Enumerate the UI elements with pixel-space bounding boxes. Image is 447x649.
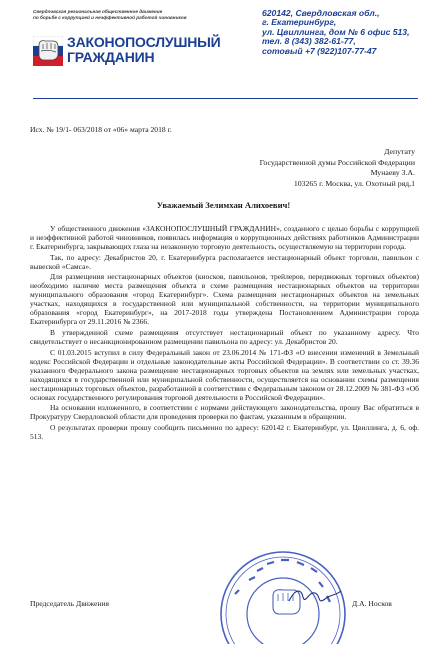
organization-name-line1: ЗАКОНОПОСЛУШНЫЙ (67, 34, 221, 50)
letter-body (30, 224, 419, 443)
body-paragraph: С 01.03.2015 вступил в силу Федеральный закон от 23.06.2014 № 171-ФЗ «О внесении изменений в Земельный кодекс Российской Федерации и отдельные законодательные акты Российской Федерации». В соответствии со ст. 39.36 указанного Федерального закона размещение нестационарных торговых объектов на землях или земельных участках, находящихся в государственной или муниципальной собственности, осуществляется на основании схемы размещения нестационарных торговых объектов, разработанной в соответствии с Федеральным законом от 28.12.2009 № 381-ФЗ «Об основах государственного регулирования торговой деятельности в Российской Федерации». (30, 347, 419, 402)
outgoing-reference: Исх. № 19/1- 063/2018 от «06» марта 2018 г. (30, 125, 172, 134)
flag-fist-logo-icon (33, 36, 63, 71)
addressee-line: Мунаеву З.А. (370, 168, 415, 178)
addressee-line: Депутату (384, 147, 415, 156)
letterhead-tagline: Свердловская региональная общественное движение по борьбе с коррупцией и неэффективной работой чиновников (33, 9, 187, 20)
body-paragraph: Для размещения нестационарных объектов (киосков, павильонов, трейлеров, передвижных торговых объектов) необходимо наличие места размещения объекта в схеме размещения нестационарных объектов на территории муниципального образования «город Екатеринбург». Схема размещения нестационарных объектов на земельных участках, находящихся в государственной или муниципальной собственности, на территории муниципального образования «город Екатеринбург», на 2017-2018 годы утверждена Постановлением Администрации города Екатеринбурга от 29.11.2016 № 2366. (30, 272, 419, 327)
addressee-line: Государственной думы Российской Федерации (259, 157, 415, 167)
body-paragraph: Так, по адресу: Декабристов 20, г. Екатеринбурга располагается нестационарный объект торговли, павильон с вывеской «Самса». (30, 252, 419, 271)
body-paragraph: У общественного движения «ЗАКОНОПОСЛУШНЫЙ ГРАЖДАНИН», созданного с целью борьбы с коррупцией и неэффективной работой чиновников, появилась информация о коррупционных действиях работников Администрации г. Екатеринбурга, закрывающих глаза на незаконную торговую деятельность, осуществляемую на территории города. (30, 224, 419, 252)
salutation: Уважаемый Зелимхан Алихоевич! (156, 200, 291, 210)
body-paragraph: На основании изложенного, в соответствии с нормами действующего законодательства, прошу Вас обратиться в Прокуратуру Свердловской области для проведения проверки по фактам, указанным в обращении. (30, 403, 419, 422)
organization-name-line2: ГРАЖДАНИН (67, 49, 155, 65)
signatory-name: Д.А. Носков (352, 599, 392, 608)
handwritten-signature (285, 585, 345, 614)
addressee-line: 103265 г. Москва, ул. Охотный ряд,1 (293, 178, 415, 188)
addressee-block (155, 147, 415, 189)
letterhead-divider (33, 98, 418, 99)
organization-contacts: 620142, Свердловская обл., г. Екатеринбург, ул. Цвиллинга, дом № 6 офис 513, тел. 8 (343) 382-61-77, сотовый +7 (922)107-77-47 (262, 8, 410, 56)
organization-name (67, 35, 221, 65)
body-paragraph: О результатах проверки прошу сообщить письменно по адресу: 620142 г. Екатеринбург, ул. Цвиллинга, д. 6, оф. 513. (30, 422, 419, 442)
body-paragraph: В утвержденной схеме размещения отсутствует нестационарный объект по указанному адресу. Что свидетельствует о несанкционированном размещении павильона по адресу: ул. Декабристов 20. (30, 328, 419, 347)
signatory-title: Председатель Движения (30, 599, 109, 608)
